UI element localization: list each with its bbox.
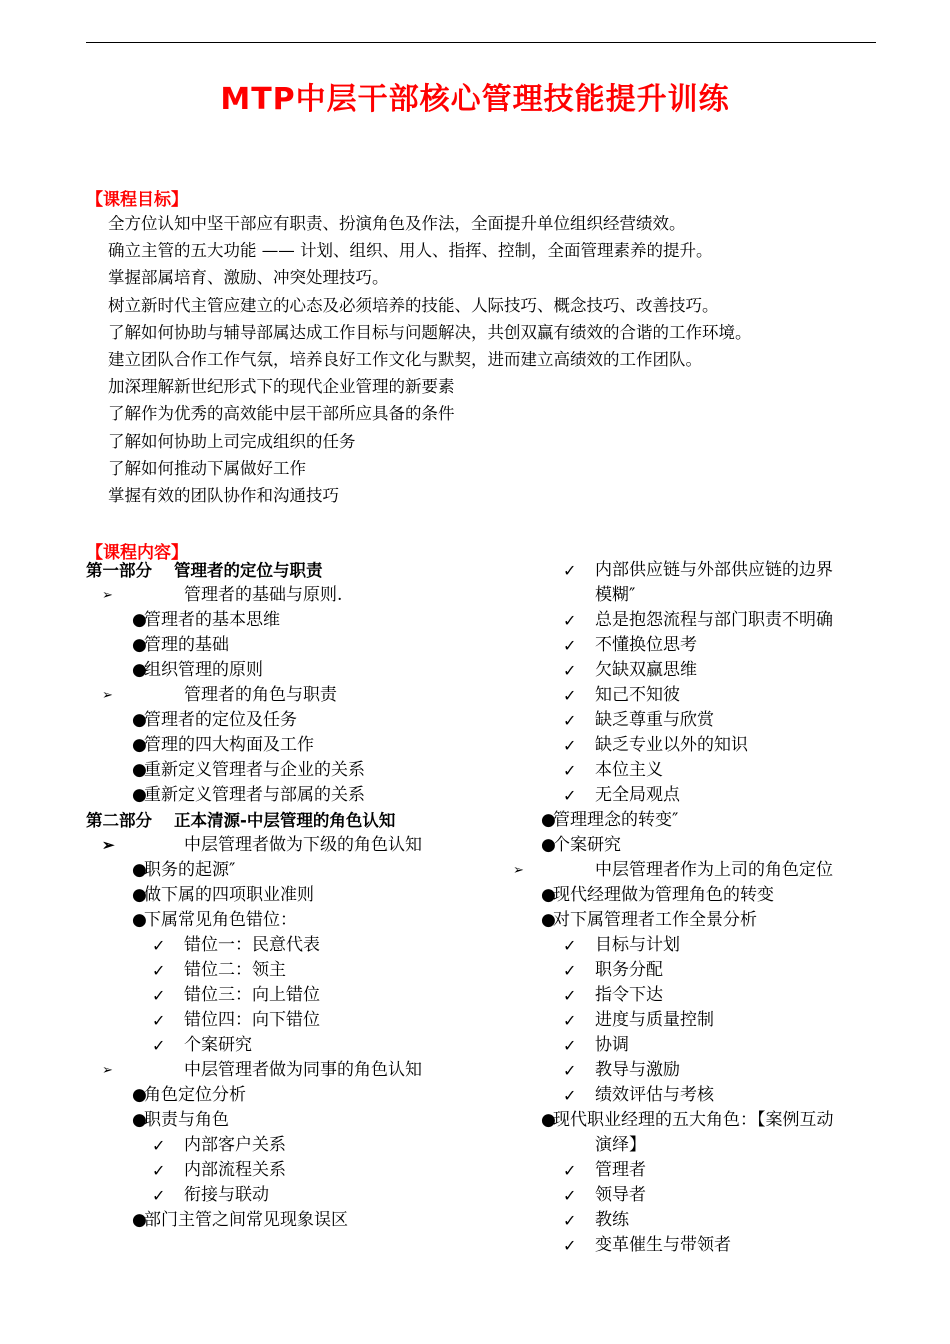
checkmark-icon: ✓ xyxy=(152,936,166,955)
check-item xyxy=(505,608,895,633)
bullet-dot-icon: ● xyxy=(132,885,147,905)
bullet-dot-icon: ● xyxy=(541,1110,556,1130)
check-item xyxy=(86,983,486,1008)
check-text: 本位主义 xyxy=(595,760,663,780)
goal-item: 了解如何协助与辅导部属达成工作目标与问题解决，共创双赢有绩效的合谐的工作环境。 xyxy=(108,322,752,342)
check-item xyxy=(86,1133,486,1158)
check-item xyxy=(505,633,895,658)
check-text: 个案研究 xyxy=(184,1035,252,1055)
bullet-dot-icon: ● xyxy=(132,635,147,655)
bullet-dot-icon: ● xyxy=(132,1085,147,1105)
arrow-bullet-icon: ➢ xyxy=(513,863,524,878)
bullet-item-continuation xyxy=(505,1133,895,1158)
page-title: MTP中层干部核心管理技能提升训练 xyxy=(220,82,730,117)
bullet-text: 重新定义管理者与部属的关系 xyxy=(144,785,365,805)
bullet-item xyxy=(86,1208,486,1233)
part-number: 第二部分 xyxy=(86,811,152,830)
checkmark-icon: ✓ xyxy=(563,961,577,980)
bullet-item xyxy=(86,1108,486,1133)
check-item xyxy=(86,1033,486,1058)
checkmark-icon: ✓ xyxy=(563,761,577,780)
checkmark-icon: ✓ xyxy=(152,1011,166,1030)
check-item xyxy=(505,1083,895,1108)
check-item-continuation xyxy=(505,583,895,608)
checkmark-icon: ✓ xyxy=(563,636,577,655)
checkmark-icon: ✓ xyxy=(563,611,577,630)
section-item xyxy=(86,833,486,858)
bullet-item xyxy=(86,608,486,633)
goal-item: 全方位认知中坚干部应有职责、扮演角色及作法，全面提升单位组织经营绩效。 xyxy=(108,214,686,233)
checkmark-icon: ✓ xyxy=(563,1086,577,1105)
check-item xyxy=(505,1033,895,1058)
checkmark-icon: ✓ xyxy=(152,1036,166,1055)
check-text: 教导与激励 xyxy=(595,1060,680,1080)
goal-item: 树立新时代主管应建立的心态及必须培养的技能、人际技巧、概念技巧、改善技巧。 xyxy=(108,295,719,315)
bullet-item xyxy=(505,808,895,833)
check-text: 不懂换位思考 xyxy=(595,635,697,655)
goal-item: 加深理解新世纪形式下的现代企业管理的新要素 xyxy=(108,377,455,397)
section-item xyxy=(505,858,895,883)
check-item xyxy=(86,933,486,958)
bullet-item xyxy=(86,883,486,908)
goals-heading: 【课程目标】 xyxy=(86,190,188,210)
bullet-text: 角色定位分析 xyxy=(144,1085,246,1105)
bullet-text: 管理的四大构面及工作 xyxy=(144,735,314,755)
bullet-text: 职责与角色 xyxy=(144,1110,229,1130)
part-heading xyxy=(86,558,486,583)
checkmark-icon: ✓ xyxy=(563,661,577,680)
bullet-item xyxy=(505,1108,895,1133)
bullet-text: 管理理念的转变″ xyxy=(553,810,679,830)
check-text: 协调 xyxy=(595,1035,629,1055)
checkmark-icon: ✓ xyxy=(563,1236,577,1255)
check-text: 绩效评估与考核 xyxy=(595,1085,714,1105)
bullet-dot-icon: ● xyxy=(132,710,147,730)
goals-list xyxy=(108,210,752,509)
check-text: 职务分配 xyxy=(595,960,663,980)
check-text: 内部供应链与外部供应链的边界 xyxy=(595,560,833,580)
bullet-dot-icon: ● xyxy=(132,1210,147,1230)
bullet-text: 职务的起源″ xyxy=(144,860,236,880)
section-item xyxy=(86,583,486,608)
checkmark-icon: ✓ xyxy=(563,1211,577,1230)
check-item xyxy=(505,683,895,708)
content-heading: 【课程内容】 xyxy=(86,543,188,563)
checkmark-icon: ✓ xyxy=(563,1061,577,1080)
check-text: 缺乏尊重与欣赏 xyxy=(595,710,714,730)
check-item xyxy=(505,1058,895,1083)
bullet-text: 现代经理做为管理角色的转变 xyxy=(553,885,774,905)
bullet-text: 重新定义管理者与企业的关系 xyxy=(144,760,365,780)
goal-item: 了解如何推动下属做好工作 xyxy=(108,458,306,478)
check-item xyxy=(505,1208,895,1233)
arrow-bullet-icon: ➢ xyxy=(102,588,113,603)
bullet-dot-icon: ● xyxy=(132,1110,147,1130)
bullet-dot-icon: ● xyxy=(541,810,556,830)
bullet-dot-icon: ● xyxy=(541,835,556,855)
bullet-dot-icon: ● xyxy=(132,860,147,880)
bullet-item xyxy=(86,783,486,808)
bullet-item xyxy=(86,708,486,733)
check-item xyxy=(505,958,895,983)
bullet-text: 对下属管理者工作全景分析 xyxy=(553,910,757,930)
content-left-column xyxy=(86,558,486,1233)
goal-item: 了解如何协助上司完成组织的任务 xyxy=(108,431,356,451)
bullet-item xyxy=(86,633,486,658)
section-title: 中层管理者作为上司的角色定位 xyxy=(595,860,833,880)
bullet-item xyxy=(86,733,486,758)
checkmark-icon: ✓ xyxy=(563,1161,577,1180)
check-text: 缺乏专业以外的知识 xyxy=(595,735,748,755)
check-item xyxy=(505,933,895,958)
bullet-item xyxy=(86,658,486,683)
goal-item: 了解作为优秀的高效能中层干部所应具备的条件 xyxy=(108,404,455,424)
check-text: 内部流程关系 xyxy=(184,1160,286,1180)
check-text: 指令下达 xyxy=(595,985,663,1005)
goal-item: 建立团队合作工作气氛，培养良好工作文化与默契，进而建立高绩效的工作团队。 xyxy=(108,349,702,369)
checkmark-icon: ✓ xyxy=(152,986,166,1005)
bullet-item xyxy=(86,758,486,783)
bullet-dot-icon: ● xyxy=(132,735,147,755)
checkmark-icon: ✓ xyxy=(563,1186,577,1205)
checkmark-icon: ✓ xyxy=(563,1036,577,1055)
check-item xyxy=(505,1233,895,1258)
checkmark-icon: ✓ xyxy=(152,961,166,980)
section-title: 中层管理者做为下级的角色认知 xyxy=(184,835,422,855)
goal-item: 掌握部属培育、激励、冲突处理技巧。 xyxy=(108,268,389,288)
check-text: 管理者 xyxy=(595,1160,646,1180)
checkmark-icon: ✓ xyxy=(563,711,577,730)
arrow-bullet-icon: ➢ xyxy=(102,688,113,703)
bullet-text: 演绎】 xyxy=(595,1135,646,1155)
check-item xyxy=(505,658,895,683)
bullet-text: 部门主管之间常见现象误区 xyxy=(144,1210,348,1230)
checkmark-icon: ✓ xyxy=(563,1011,577,1030)
checkmark-icon: ✓ xyxy=(152,1186,166,1205)
bullet-item xyxy=(505,833,895,858)
section-title: 管理者的角色与职责 xyxy=(184,685,337,705)
part-number: 第一部分 xyxy=(86,561,152,580)
check-text: 领导者 xyxy=(595,1185,646,1205)
arrow-bullet-icon: ➢ xyxy=(102,836,115,854)
check-item xyxy=(505,708,895,733)
check-item xyxy=(86,1008,486,1033)
bullet-text: 管理的基础 xyxy=(144,635,229,655)
check-text: 知己不知彼 xyxy=(595,685,680,705)
part-heading xyxy=(86,808,486,833)
bullet-dot-icon: ● xyxy=(132,760,147,780)
bullet-text: 个案研究 xyxy=(553,835,621,855)
checkmark-icon: ✓ xyxy=(563,686,577,705)
check-text: 无全局观点 xyxy=(595,785,680,805)
part-title: 正本清源-中层管理的角色认知 xyxy=(174,811,396,830)
check-item xyxy=(505,733,895,758)
bullet-item xyxy=(505,908,895,933)
arrow-bullet-icon: ➢ xyxy=(102,1063,113,1078)
bullet-text: 现代职业经理的五大角色：【案例互动 xyxy=(553,1110,834,1130)
bullet-dot-icon: ● xyxy=(132,785,147,805)
checkmark-icon: ✓ xyxy=(563,561,577,580)
checkmark-icon: ✓ xyxy=(563,936,577,955)
check-text: 错位三：向上错位 xyxy=(184,985,320,1005)
bullet-dot-icon: ● xyxy=(132,910,147,930)
bullet-dot-icon: ● xyxy=(541,910,556,930)
bullet-dot-icon: ● xyxy=(541,885,556,905)
checkmark-icon: ✓ xyxy=(563,986,577,1005)
bullet-item xyxy=(505,883,895,908)
check-text: 目标与计划 xyxy=(595,935,680,955)
check-text: 内部客户关系 xyxy=(184,1135,286,1155)
bullet-item xyxy=(86,858,486,883)
check-text: 错位二：领主 xyxy=(184,960,286,980)
check-text: 教练 xyxy=(595,1210,629,1230)
check-text: 总是抱怨流程与部门职责不明确 xyxy=(595,610,833,630)
check-item xyxy=(505,558,895,583)
check-item xyxy=(505,783,895,808)
bullet-text: 做下属的四项职业准则 xyxy=(144,885,314,905)
bullet-text: 管理者的基本思维 xyxy=(144,610,280,630)
checkmark-icon: ✓ xyxy=(152,1161,166,1180)
bullet-dot-icon: ● xyxy=(132,660,147,680)
check-text: 模糊″ xyxy=(595,585,636,605)
section-title: 中层管理者做为同事的角色认知 xyxy=(184,1060,422,1080)
bullet-item xyxy=(86,1083,486,1108)
goal-item: 确立主管的五大功能 —— 计划、组织、用人、指挥、控制，全面管理素养的提升。 xyxy=(108,241,713,261)
bullet-text: 组织管理的原则 xyxy=(144,660,263,680)
section-item xyxy=(86,683,486,708)
bullet-item xyxy=(86,908,486,933)
check-item xyxy=(86,958,486,983)
part-title: 管理者的定位与职责 xyxy=(174,561,323,580)
check-text: 错位四：向下错位 xyxy=(184,1010,320,1030)
check-text: 错位一：民意代表 xyxy=(184,935,320,955)
checkmark-icon: ✓ xyxy=(563,736,577,755)
check-item xyxy=(505,1158,895,1183)
check-item xyxy=(505,758,895,783)
check-item xyxy=(86,1183,486,1208)
bullet-dot-icon: ● xyxy=(132,610,147,630)
top-rule xyxy=(86,42,876,43)
bullet-text: 管理者的定位及任务 xyxy=(144,710,297,730)
check-item xyxy=(505,983,895,1008)
check-text: 衔接与联动 xyxy=(184,1185,269,1205)
check-item xyxy=(505,1008,895,1033)
checkmark-icon: ✓ xyxy=(563,786,577,805)
check-text: 进度与质量控制 xyxy=(595,1010,714,1030)
bullet-text: 下属常见角色错位： xyxy=(144,910,297,930)
check-text: 欠缺双赢思维 xyxy=(595,660,697,680)
section-title: 管理者的基础与原则. xyxy=(184,585,343,605)
goal-item: 掌握有效的团队协作和沟通技巧 xyxy=(108,485,339,505)
checkmark-icon: ✓ xyxy=(152,1136,166,1155)
section-item xyxy=(86,1058,486,1083)
check-item xyxy=(505,1183,895,1208)
content-right-column xyxy=(505,558,895,1258)
check-text: 变革催生与带领者 xyxy=(595,1235,731,1255)
check-item xyxy=(86,1158,486,1183)
